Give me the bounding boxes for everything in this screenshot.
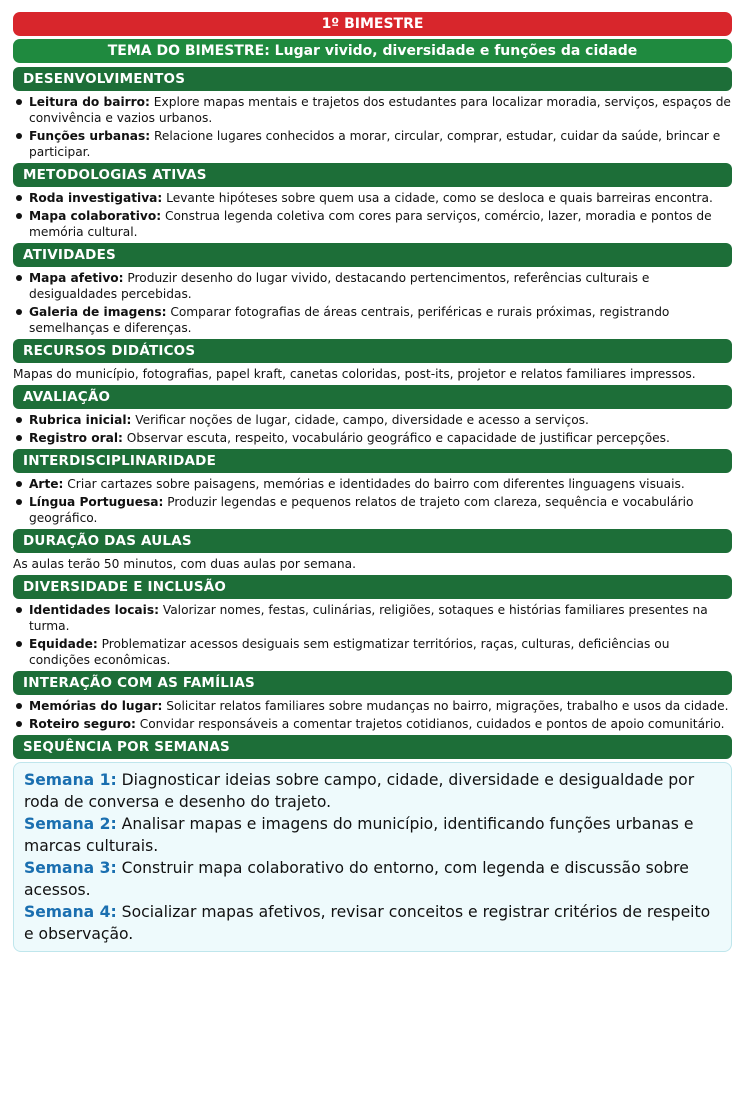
item-text: Relacione lugares conhecidos a morar, circular, comprar, estudar, cuidar da saúde, brincar e participar. bbox=[29, 129, 721, 159]
item-text: Comparar fotografias de áreas centrais, periféricas e rurais próximas, registrando semelhanças e diferenças. bbox=[29, 305, 670, 335]
item-label: Arte: bbox=[29, 477, 64, 491]
item-text: Explore mapas mentais e trajetos dos estudantes para localizar moradia, serviços, espaços de convivência e vazios urbanos. bbox=[29, 95, 731, 125]
item-label: Equidade: bbox=[29, 637, 98, 651]
list-item bbox=[29, 494, 732, 526]
section-header-atividades: ATIVIDADES bbox=[13, 243, 732, 267]
item-label: Registro oral: bbox=[29, 431, 123, 445]
item-text: Produzir desenho do lugar vivido, destacando pertencimentos, referências culturais e desigualdades percebidas. bbox=[29, 271, 650, 301]
list-item bbox=[29, 94, 732, 126]
theme-banner: TEMA DO BIMESTRE: Lugar vivido, diversidade e funções da cidade bbox=[13, 39, 732, 63]
desenvolvimentos-list bbox=[13, 94, 732, 160]
item-label: Identidades locais: bbox=[29, 603, 159, 617]
list-item bbox=[29, 476, 732, 492]
item-text: Construa legenda coletiva com cores para serviços, comércio, lazer, moradia e pontos de memória cultural. bbox=[29, 209, 712, 239]
section-header-metodologias: METODOLOGIAS ATIVAS bbox=[13, 163, 732, 187]
bimestre-banner: 1º BIMESTRE bbox=[13, 12, 732, 36]
list-item bbox=[29, 128, 732, 160]
atividades-list bbox=[13, 270, 732, 336]
list-item bbox=[29, 208, 732, 240]
section-header-duracao: DURAÇÃO DAS AULAS bbox=[13, 529, 732, 553]
item-text: Observar escuta, respeito, vocabulário geográfico e capacidade de justificar percepções. bbox=[122, 431, 670, 445]
item-text: Levante hipóteses sobre quem usa a cidade, como se desloca e quais barreiras encontra. bbox=[162, 191, 713, 205]
week-item bbox=[24, 769, 721, 813]
diversidade-list bbox=[13, 602, 732, 668]
week-item bbox=[24, 901, 721, 945]
item-text: Convidar responsáveis a comentar trajetos cotidianos, cuidados e pontos de apoio comunitário. bbox=[135, 717, 725, 731]
week-label: Semana 2: bbox=[24, 815, 117, 833]
list-item bbox=[29, 190, 732, 206]
section-header-desenvolvimentos: DESENVOLVIMENTOS bbox=[13, 67, 732, 91]
item-label: Roda investigativa: bbox=[29, 191, 163, 205]
list-item bbox=[29, 636, 732, 668]
avaliacao-list bbox=[13, 412, 732, 446]
metodologias-list bbox=[13, 190, 732, 240]
list-item bbox=[29, 698, 732, 714]
list-item bbox=[29, 270, 732, 302]
section-header-sequencia: SEQUÊNCIA POR SEMANAS bbox=[13, 735, 732, 759]
section-header-interdisciplinaridade: INTERDISCIPLINARIDADE bbox=[13, 449, 732, 473]
interdisciplinaridade-list bbox=[13, 476, 732, 526]
week-text: Socializar mapas afetivos, revisar conceitos e registrar critérios de respeito e observação. bbox=[24, 903, 711, 943]
week-label: Semana 4: bbox=[24, 903, 117, 921]
item-label: Rubrica inicial: bbox=[29, 413, 132, 427]
week-label: Semana 3: bbox=[24, 859, 117, 877]
item-label: Mapa colaborativo: bbox=[29, 209, 162, 223]
familias-list bbox=[13, 698, 732, 732]
item-text: Valorizar nomes, festas, culinárias, religiões, sotaques e histórias familiares presentes na turma. bbox=[29, 603, 708, 633]
week-label: Semana 1: bbox=[24, 771, 117, 789]
list-item bbox=[29, 430, 732, 446]
list-item bbox=[29, 304, 732, 336]
duracao-text: As aulas terão 50 minutos, com duas aulas por semana. bbox=[13, 557, 356, 571]
item-text: Solicitar relatos familiares sobre mudanças no bairro, migrações, trabalho e usos da cidade. bbox=[162, 699, 729, 713]
section-header-diversidade: DIVERSIDADE E INCLUSÃO bbox=[13, 575, 732, 599]
weeks-box bbox=[13, 762, 732, 952]
week-item bbox=[24, 813, 721, 857]
section-header-recursos: RECURSOS DIDÁTICOS bbox=[13, 339, 732, 363]
list-item bbox=[29, 412, 732, 428]
item-label: Roteiro seguro: bbox=[29, 717, 136, 731]
week-text: Analisar mapas e imagens do município, identificando funções urbanas e marcas culturais. bbox=[24, 815, 694, 855]
item-text: Criar cartazes sobre paisagens, memórias e identidades do bairro com diferentes linguagens visuais. bbox=[63, 477, 685, 491]
recursos-text: Mapas do município, fotografias, papel kraft, canetas coloridas, post-its, projetor e relatos familiares impressos. bbox=[13, 367, 696, 381]
week-text: Diagnosticar ideias sobre campo, cidade, diversidade e desigualdade por roda de conversa e desenho do trajeto. bbox=[24, 771, 695, 811]
item-label: Leitura do bairro: bbox=[29, 95, 150, 109]
week-text: Construir mapa colaborativo do entorno, com legenda e discussão sobre acessos. bbox=[24, 859, 689, 899]
list-item bbox=[29, 602, 732, 634]
item-label: Língua Portuguesa: bbox=[29, 495, 164, 509]
section-header-familias: INTERAÇÃO COM AS FAMÍLIAS bbox=[13, 671, 732, 695]
item-label: Mapa afetivo: bbox=[29, 271, 124, 285]
item-text: Produzir legendas e pequenos relatos de trajeto com clareza, sequência e vocabulário geográfico. bbox=[29, 495, 694, 525]
item-label: Funções urbanas: bbox=[29, 129, 151, 143]
list-item bbox=[29, 716, 732, 732]
section-header-avaliacao: AVALIAÇÃO bbox=[13, 385, 732, 409]
item-label: Galeria de imagens: bbox=[29, 305, 167, 319]
week-item bbox=[24, 857, 721, 901]
item-text: Verificar noções de lugar, cidade, campo, diversidade e acesso a serviços. bbox=[131, 413, 589, 427]
item-label: Memórias do lugar: bbox=[29, 699, 163, 713]
item-text: Problematizar acessos desiguais sem estigmatizar territórios, raças, culturas, deficiências ou condições econômicas. bbox=[29, 637, 670, 667]
